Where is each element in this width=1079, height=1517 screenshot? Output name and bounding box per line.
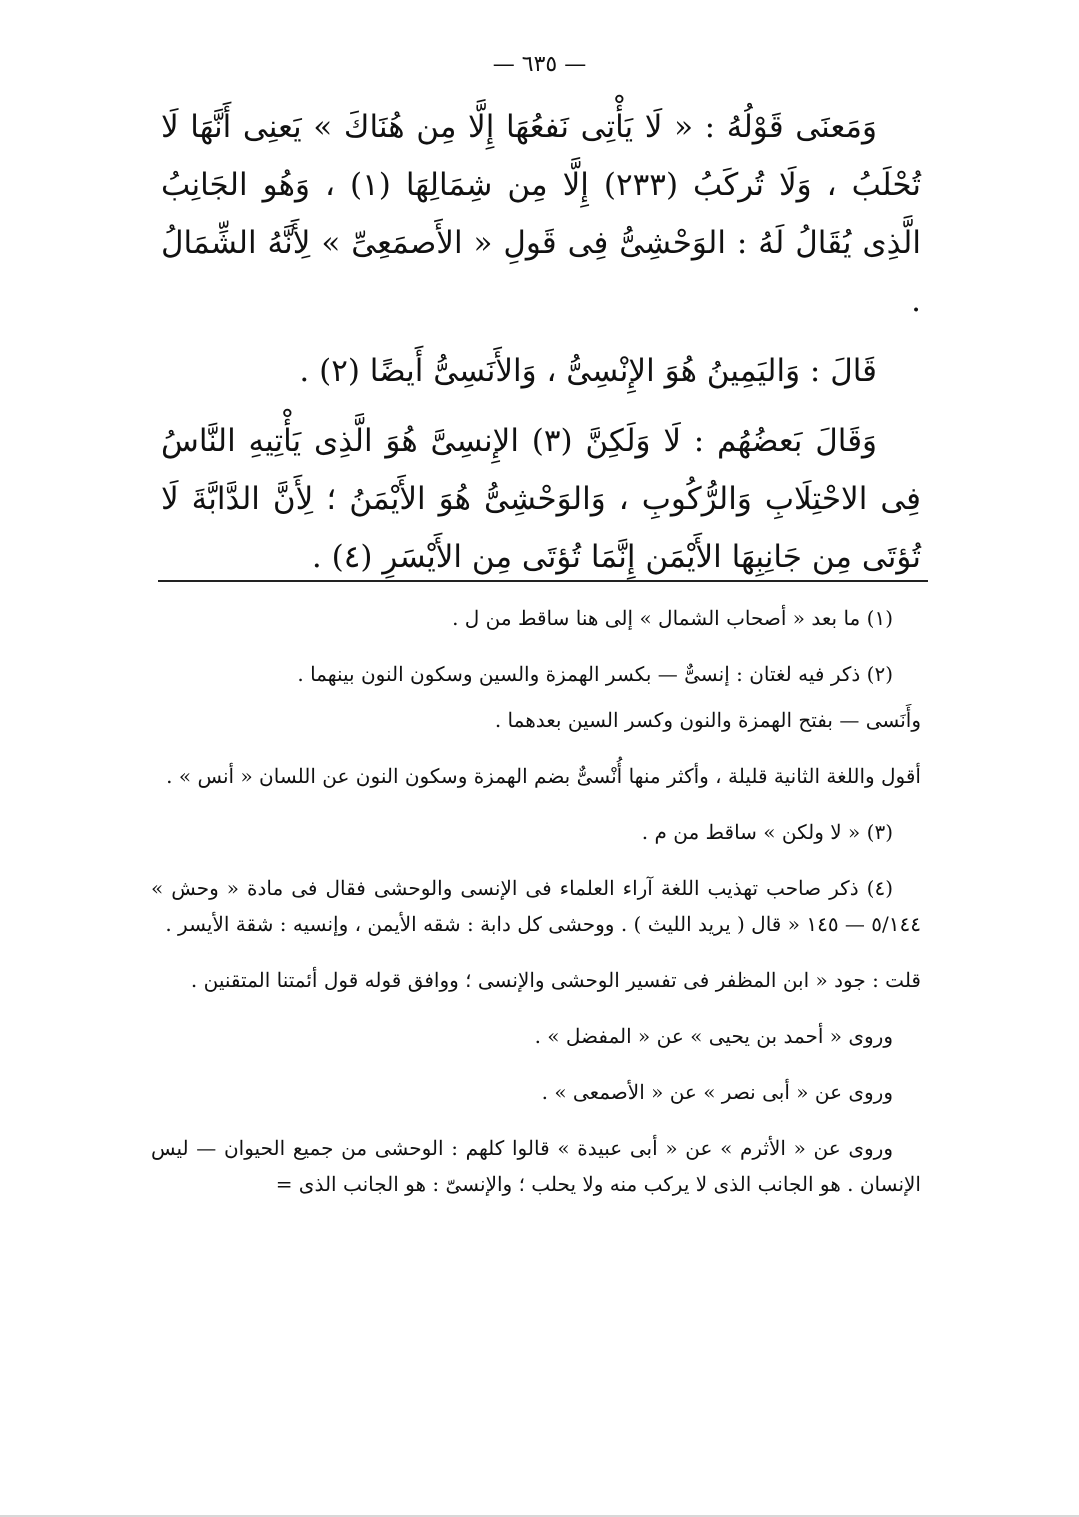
- footnote-4: (٤) ذكر صاحب تهذيب اللغة آراء العلماء فى الإنسى والوحشى فقال فى مادة « وحش » ٥/١٤٤ — ١٤٥ « قال ( يريد الليث ) . ووحشى كل دابة : شقه الأيمن ، وإنسيه : شقة الأيسر .: [151, 876, 921, 936]
- main-paragraph: قَالَ : وَاليَمِينُ هُوَ الإِنْسِىُّ ، وَالأَنَسِىُّ أَيضًا (٢) .: [299, 353, 877, 389]
- main-paragraph: وَقَالَ بَعضُهُم : لَا وَلَكِنَّ (٣) الإِنسِىَّ هُوَ الَّذِى يَأْتِيهِ النَّاسُ فِى الاحْتِلَابِ وَالرُّكُوبِ ، وَالوَحْشِىُّ هُوَ الأَيْمَنُ ؛ لِأَنَّ الدَّابَّةَ لَا تُؤتَى مِن جَانِبِهَا الأَيْمَن إِنَّمَا تُؤتَى مِن الأَيْسَرِ (٤) .: [161, 423, 921, 575]
- footnote-separator: [158, 580, 928, 582]
- footnote-2: (٢) ذكر فيه لغتان : إنسىٌّ — بكسر الهمزة والسين وسكون النون بينهما .: [297, 662, 893, 686]
- main-text-body: [161, 98, 921, 598]
- footnote-4-comment: قلت : جود « ابن المظفر فى تفسير الوحشى والإنسى ؛ ووافق قوله قول أئمتنا المتقنين .: [190, 968, 921, 992]
- footnote-2-continuation: وأَنَسى — بفتح الهمزة والنون وكسر السين بعدهما .: [494, 708, 921, 732]
- footnote-4-narration: وروى عن « أبى نصر » عن « الأصمعى » .: [541, 1080, 893, 1104]
- footnote-3: (٣) « لا ولكن » ساقط من م .: [641, 820, 893, 844]
- footnote-4-narration: وروى « أحمد بن يحيى » عن « المفضل » .: [534, 1024, 893, 1048]
- footnote-4-narration: وروى عن « الأثرم » عن « أبى عبيدة » قالوا كلهم : الوحشى من جميع الحيوان — ليس الإنسان . هو الجانب الذى لا يركب منه ولا يحلب ؛ والإنسىّ : هو الجانب الذى =: [151, 1136, 921, 1196]
- main-paragraph: وَمَعنَى قَوْلُهُ : « لَا يَأْتِى نَفعُهَا إِلَّا مِن هُنَاكَ » يَعنِى أَنَّهَا لَا تُحْلَبُ ، وَلَا تُركَبُ (٢٣٣) إِلَّا مِن شِمَالِهَا (١) ، وَهُو الجَانِبُ الَّذِى يُقَالُ لَهُ : الوَحْشِىُّ فِى قَولِ « الأَصمَعِىِّ » لِأَنَّهُ الشِّمَالُ .: [161, 109, 922, 319]
- page-number: — ٦٣٥ —: [492, 52, 587, 77]
- footnote-2-comment: أقول واللغة الثانية قليلة ، وأكثر منها أُنْسىٌّ بضم الهمزة وسكون النون عن اللسان « أنس » .: [166, 764, 921, 788]
- footnotes-section: [151, 600, 921, 1222]
- footnote-1: (١) ما بعد « أصحاب الشمال » إلى هنا ساقط من ل .: [452, 606, 893, 630]
